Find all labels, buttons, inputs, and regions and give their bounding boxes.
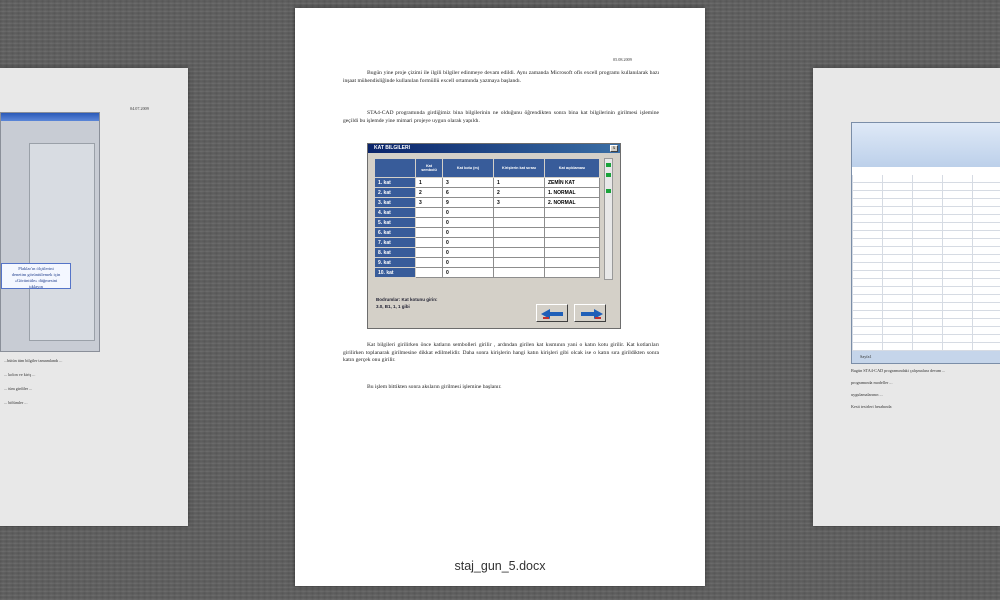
desc-cell[interactable] — [545, 268, 600, 278]
kot-cell[interactable]: 9 — [443, 198, 494, 208]
floor-table — [374, 158, 600, 278]
row-label: 3. kat — [375, 198, 416, 208]
row-label: 9. kat — [375, 258, 416, 268]
left-page-text-1: ...bütün tüm bilgiler tamamlandı ... — [4, 358, 63, 363]
scroll-mark — [606, 189, 611, 193]
kot-cell[interactable]: 0 — [443, 228, 494, 238]
left-page-screenshot — [0, 112, 100, 352]
symbol-cell[interactable] — [416, 238, 443, 248]
arrow-right-icon — [579, 309, 603, 319]
symbol-cell[interactable]: 1 — [416, 178, 443, 188]
row-label: 7. kat — [375, 238, 416, 248]
sira-cell[interactable] — [494, 268, 545, 278]
kot-cell[interactable]: 0 — [443, 258, 494, 268]
next-button[interactable] — [574, 304, 606, 322]
table-header-blank — [375, 159, 416, 178]
left-page-date: 04.07.2009 — [130, 106, 149, 111]
row-label: 1. kat — [375, 178, 416, 188]
dialog-close-button[interactable]: x — [610, 145, 618, 152]
desc-cell[interactable] — [545, 218, 600, 228]
sira-cell[interactable]: 2 — [494, 188, 545, 198]
sira-cell[interactable]: 1 — [494, 178, 545, 188]
kot-cell[interactable]: 6 — [443, 188, 494, 198]
previous-button[interactable] — [536, 304, 568, 322]
desc-cell[interactable] — [545, 258, 600, 268]
spreadsheet-status-bar — [852, 351, 1000, 363]
desc-cell[interactable] — [545, 228, 600, 238]
kot-cell[interactable]: 0 — [443, 218, 494, 228]
center-page-date: 05.08.2009 — [613, 57, 632, 62]
screenshot-panel — [29, 143, 95, 341]
kot-cell[interactable]: 0 — [443, 208, 494, 218]
right-page-text-3: uygulamalarının ... — [851, 392, 883, 397]
scroll-mark — [606, 163, 611, 167]
row-label: 10. kat — [375, 268, 416, 278]
dialog-title: KAT BILGILERI — [368, 144, 620, 153]
sira-cell[interactable] — [494, 258, 545, 268]
symbol-cell[interactable] — [416, 218, 443, 228]
right-page-spreadsheet — [851, 122, 1000, 364]
table-row — [375, 248, 600, 258]
dialog-hint-line-1: Bodrumlar: Kat kotunu girin: — [376, 297, 438, 302]
table-row — [375, 238, 600, 248]
sira-cell[interactable] — [494, 248, 545, 258]
table-row — [375, 178, 600, 188]
table-row — [375, 218, 600, 228]
dialog-hint-line-2: 3.0, B1, 1, 1 gibi — [376, 304, 410, 309]
sira-cell[interactable] — [494, 238, 545, 248]
symbol-cell[interactable] — [416, 228, 443, 238]
center-page[interactable] — [295, 8, 705, 586]
table-header-symbol: Kat sembolü — [416, 159, 443, 178]
table-header-kot: Kat kotu (m) — [443, 159, 494, 178]
row-label: 4. kat — [375, 208, 416, 218]
table-header-sira: Kirişlerin kat sırası — [494, 159, 545, 178]
scroll-mark — [606, 173, 611, 177]
file-name-label: staj_gun_5.docx — [454, 559, 546, 573]
right-page-text-2: programında modeller ... — [851, 380, 893, 385]
symbol-cell[interactable]: 2 — [416, 188, 443, 198]
symbol-cell[interactable] — [416, 268, 443, 278]
left-page-text-3: ... tüm girdiler ... — [4, 386, 33, 391]
arrow-left-icon — [541, 309, 565, 319]
floor-info-dialog — [367, 143, 621, 329]
sira-cell[interactable] — [494, 228, 545, 238]
kot-cell[interactable]: 0 — [443, 238, 494, 248]
symbol-cell[interactable] — [416, 258, 443, 268]
center-paragraph-4: Bu işlem bittikten sonra aksların girilmesi işlemine başlanır. — [367, 384, 502, 390]
kot-cell[interactable]: 0 — [443, 248, 494, 258]
table-row — [375, 258, 600, 268]
table-row — [375, 208, 600, 218]
right-page-text-4: Kesit tesirleri hesabında — [851, 404, 892, 409]
row-label: 8. kat — [375, 248, 416, 258]
desc-cell[interactable] — [545, 208, 600, 218]
dialog-scrollbar[interactable] — [604, 158, 613, 280]
row-label: 2. kat — [375, 188, 416, 198]
symbol-cell[interactable] — [416, 248, 443, 258]
dialog-hint — [376, 296, 438, 310]
desc-cell[interactable]: ZEMİN KAT — [545, 178, 600, 188]
right-page-thumbnail[interactable] — [813, 68, 1000, 526]
center-paragraph-3: Kat bilgileri girilirken önce katların sembolleri girilir , ardından girilen kat kısmının yani o katın kotu girilir. Kat kotlarıları girilirken toplanarak girilmesine dikkat edilmelidir. Daha sonra kirişlerin hangi katın kirişleri gibi olcak ise o katın sıra girildikten sonra katın gerçek onu girilir. — [343, 342, 659, 364]
sira-cell[interactable] — [494, 218, 545, 228]
symbol-cell[interactable] — [416, 208, 443, 218]
spreadsheet-grid — [852, 175, 1000, 351]
left-page-text-4: ... bölümler ... — [4, 400, 28, 405]
row-label: 6. kat — [375, 228, 416, 238]
table-row — [375, 228, 600, 238]
sira-cell[interactable] — [494, 208, 545, 218]
table-header-desc: Kat açıklaması — [545, 159, 600, 178]
kot-cell[interactable]: 3 — [443, 178, 494, 188]
right-page-text-1: Bugün STA4-CAD programındaki çalışmalara devam ... — [851, 368, 946, 373]
screenshot-titlebar — [1, 113, 99, 121]
table-row — [375, 198, 600, 208]
desc-cell[interactable] — [545, 248, 600, 258]
table-row — [375, 268, 600, 278]
symbol-cell[interactable]: 3 — [416, 198, 443, 208]
desc-cell[interactable]: 2. NORMAL — [545, 198, 600, 208]
center-paragraph-1: Bugün yine proje çizimi ile ilgili bilgiler edinmeye devam edildi. Aynı zamanda Microsoft ofis excell programı kullanılarak bazı inşaat mühendisliğinde kullanılan formüllü excell ortamında yazmaya başlandı. — [343, 70, 659, 84]
kot-cell[interactable]: 0 — [443, 268, 494, 278]
row-label: 5. kat — [375, 218, 416, 228]
left-page-thumbnail[interactable] — [0, 68, 188, 526]
desc-cell[interactable] — [545, 238, 600, 248]
spreadsheet-ribbon — [852, 123, 1000, 167]
left-page-text-2: ... kolon ve kiriş ... — [4, 372, 36, 377]
desc-cell[interactable]: 1. NORMAL — [545, 188, 600, 198]
sira-cell[interactable]: 3 — [494, 198, 545, 208]
center-paragraph-2: STA4-CAD programında girdiğimiz bina bilgilerinin ne olduğunu öğrendikten sonra bina kat bilgilerinin girilmesi işlemine geçildi bu işlemde yine mimari projeye uygun olarak yapıldı. — [343, 110, 659, 124]
sheet-tab: Sayfa1 — [860, 354, 872, 359]
table-row — [375, 188, 600, 198]
left-page-tooltip: Plaklar'ın ölçülerini denetim görüntülemek için «Görüntüle» düğmesini tıklayın — [1, 263, 71, 289]
